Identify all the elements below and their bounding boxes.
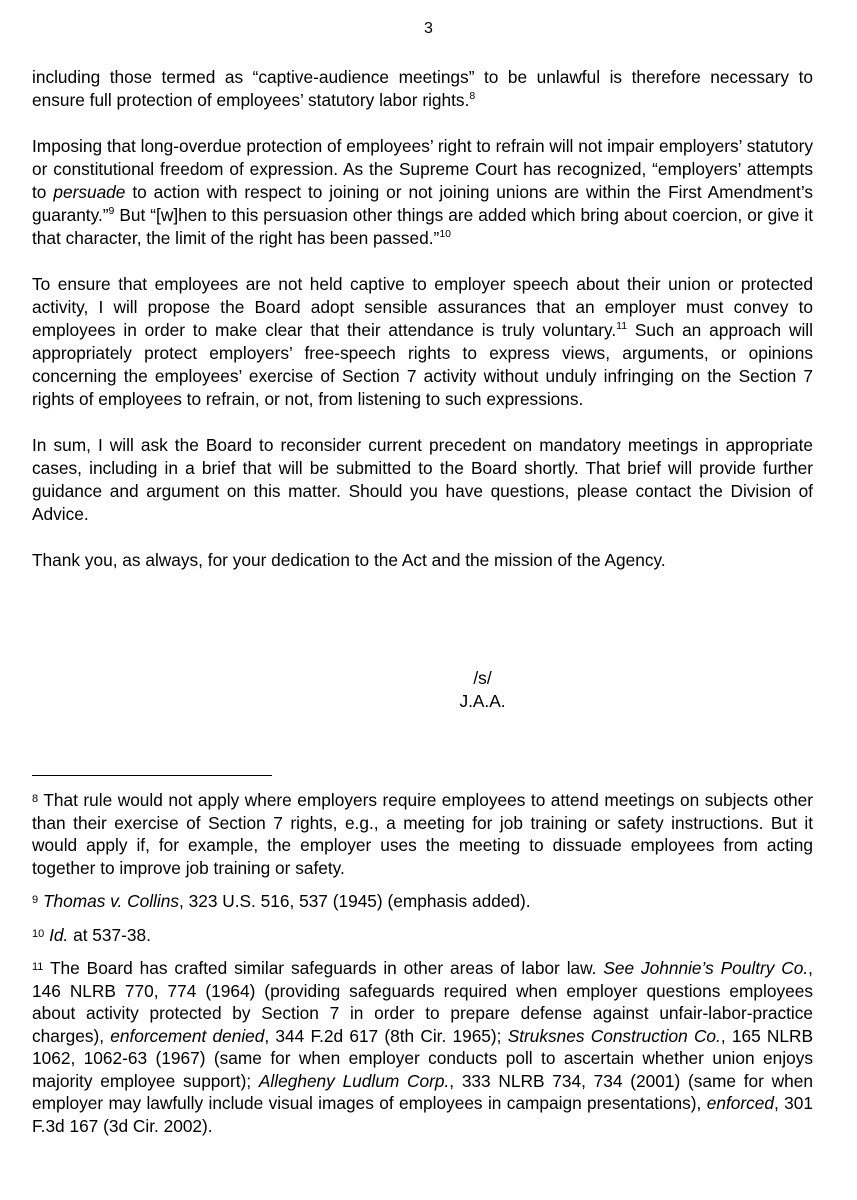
footnote-ref-9: 9 [108,205,115,218]
footnote-separator [32,775,272,776]
letter-body [32,66,813,572]
paragraph-3: To ensure that employees are not held captive to employer speech about their union or protected activity, I will propose the Board adopt sensible assurances that an employer must convey to employees in order to make clear that their attendance is truly voluntary.$^{11}$ Such an approach will appropriately protect employers’ free-speech rights to express views, arguments, or opinions concerning the employees’ exercise of Section 7 activity without unduly infringing on the Section 7 rights of employees to refrain, or not, from listening to such expressions. [32,274,813,409]
paragraph-5: Thank you, as always, for your dedication to the Act and the mission of the Agency. [32,550,666,570]
signature-line: /s/ [473,668,492,688]
emphasis-persuade: persuade [53,182,126,202]
footnote-9: $^9$ Thomas v. Collins, 323 U.S. 516, 537 (1945) (emphasis added). [32,891,531,911]
footnote-10: $^{10}$ Id. at 537-38. [32,924,151,945]
paragraph-1: including those termed as “captive-audience meetings” to be unlawful is therefore necessary to ensure full protection of employees’ statutory labor rights.$^8$ [32,67,813,110]
footnote-ref-8: 8 [469,90,476,103]
footnote-ref-10: 10 [439,228,451,241]
page-number: 3 [424,20,433,37]
signature-initials: J.A.A. [459,691,506,711]
footnotes [32,789,813,1148]
footnote-8: $^8$ That rule would not apply where employers require employees to attend meetings on subjects other than their exercise of Section 7 rights, e.g., a meeting for job training or safety instructions. But it would apply if, for example, the employer uses the meeting to dissuade employees from acting together to improve job training or safety. [32,790,813,878]
footnote-11: $^{11}$ The Board has crafted similar safeguards in other areas of labor law. See Johnnie’s Poultry Co., 146 NLRB 770, 774 (1964) (providing safeguards required when employer questions employees about activity protected by Section 7 in order to prepare defense against unfair-labor-practice charges), enforcement denied, 344 F.2d 617 (8th Cir. 1965); Struksnes Construction Co., 165 NLRB 1062, 1062-63 (1967) (same for when employer conducts poll to ascertain whether union enjoys majority employee support); Allegheny Ludlum Corp., 333 NLRB 734, 734 (2001) (same for when employer may lawfully include visual images of employees in campaign presentations), enforced, 301 F.3d 167 (3d Cir. 2002). [32,958,813,1136]
footnote-ref-11: 11 [616,320,628,333]
signature-block [0,667,857,713]
paragraph-2: Imposing that long-overdue protection of employees’ right to refrain will not impair employers’ statutory or constitutional freedom of expression. As the Supreme Court has recognized, “employers’ attempts to persuade to action with respect to joining or not joining unions are within the First Amendment’s guaranty.”$^9$ But “[w]hen to this persuasion other things are added which bring about coercion, or give it that character, the limit of the right has been passed.”$^{10}$ [32,136,813,248]
paragraph-4: In sum, I will ask the Board to reconsider current precedent on mandatory meetings in appropriate cases, including in a brief that will be submitted to the Board shortly. That brief will provide further guidance and argument on this matter. Should you have questions, please contact the Division of Advice. [32,435,813,524]
